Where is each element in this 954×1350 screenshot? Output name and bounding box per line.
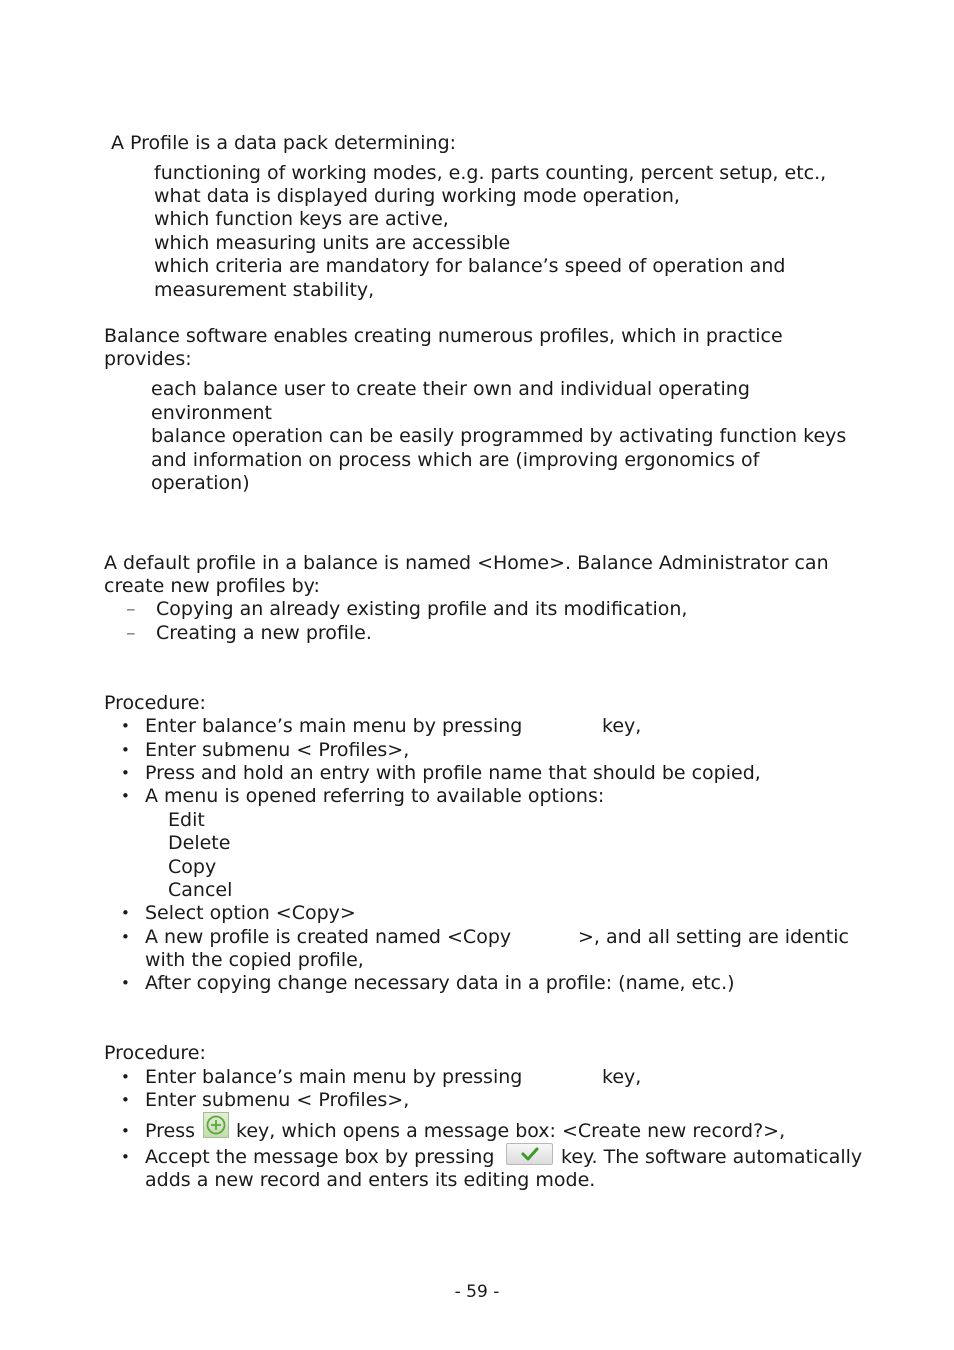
procedure-title: Procedure: bbox=[104, 692, 206, 714]
software-paragraph: provides: bbox=[104, 348, 192, 370]
procedure-step: A new profile is created named <Copy bbox=[145, 926, 512, 948]
intro-item: functioning of working modes, e.g. parts counting, percent setup, etc., bbox=[154, 162, 827, 184]
bullet-marker: • bbox=[121, 904, 130, 922]
intro-item: which criteria are mandatory for balance’s speed of operation and bbox=[154, 255, 786, 277]
procedure-step: Enter submenu < Profiles>, bbox=[145, 739, 410, 761]
default-profile-paragraph: create new profiles by: bbox=[104, 575, 320, 597]
default-profile-paragraph: A default profile in a balance is named <Home>. Balance Administrator can bbox=[104, 552, 829, 574]
procedure-title: Procedure: bbox=[104, 1042, 206, 1064]
bullet-marker: • bbox=[121, 928, 130, 946]
bullet-marker: • bbox=[121, 1068, 130, 1086]
bullet-marker: • bbox=[121, 1091, 130, 1109]
procedure-step: key, bbox=[602, 1066, 642, 1088]
bullet-marker: • bbox=[121, 1122, 130, 1140]
bullet-marker: • bbox=[121, 974, 130, 992]
procedure-step: Press and hold an entry with profile name that should be copied, bbox=[145, 762, 761, 784]
procedure-step: key. The software automatically bbox=[561, 1146, 863, 1168]
software-item: each balance user to create their own and individual operating bbox=[151, 378, 750, 400]
intro-item: which measuring units are accessible bbox=[154, 232, 511, 254]
procedure-step: After copying change necessary data in a profile: (name, etc.) bbox=[145, 972, 735, 994]
procedure-step: Accept the message box by pressing bbox=[145, 1146, 495, 1168]
intro-heading: A Profile is a data pack determining: bbox=[111, 132, 457, 154]
page-number: - 59 - bbox=[454, 1282, 500, 1302]
software-item: operation) bbox=[151, 472, 250, 494]
procedure-step: key, which opens a message box: <Create new record?>, bbox=[236, 1120, 786, 1142]
software-paragraph: Balance software enables creating numerous profiles, which in practice bbox=[104, 325, 783, 347]
software-item: environment bbox=[151, 402, 273, 424]
bullet-marker: • bbox=[121, 764, 130, 782]
menu-option-delete: Delete bbox=[168, 832, 231, 854]
procedure-step: Press bbox=[145, 1120, 196, 1142]
intro-item: what data is displayed during working mode operation, bbox=[154, 185, 680, 207]
intro-item: measurement stability, bbox=[154, 279, 375, 301]
software-item: and information on process which are (improving ergonomics of bbox=[151, 449, 760, 471]
software-item: balance operation can be easily programmed by activating function keys bbox=[151, 425, 847, 447]
add-record-icon bbox=[203, 1112, 229, 1138]
procedure-step: Enter submenu < Profiles>, bbox=[145, 1089, 410, 1111]
menu-option-copy: Copy bbox=[168, 856, 217, 878]
procedure-step: >, and all setting are identic bbox=[578, 926, 849, 948]
procedure-step: A menu is opened referring to available options: bbox=[145, 785, 605, 807]
procedure-step: with the copied profile, bbox=[145, 949, 364, 971]
bullet-marker: • bbox=[121, 717, 130, 735]
dash-item: Creating a new profile. bbox=[156, 622, 372, 644]
bullet-marker: • bbox=[121, 1148, 130, 1166]
menu-option-edit: Edit bbox=[168, 809, 205, 831]
procedure-step: adds a new record and enters its editing mode. bbox=[145, 1169, 596, 1191]
procedure-step: Enter balance’s main menu by pressing bbox=[145, 1066, 523, 1088]
menu-option-cancel: Cancel bbox=[168, 879, 233, 901]
confirm-check-icon bbox=[506, 1143, 553, 1165]
intro-item: which function keys are active, bbox=[154, 208, 449, 230]
dash-marker: – bbox=[126, 598, 136, 620]
dash-item: Copying an already existing profile and its modification, bbox=[156, 598, 688, 620]
bullet-marker: • bbox=[121, 787, 130, 805]
procedure-step: key, bbox=[602, 715, 642, 737]
procedure-step: Select option <Copy> bbox=[145, 902, 356, 924]
bullet-marker: • bbox=[121, 741, 130, 759]
procedure-step: Enter balance’s main menu by pressing bbox=[145, 715, 523, 737]
dash-marker: – bbox=[126, 622, 136, 644]
